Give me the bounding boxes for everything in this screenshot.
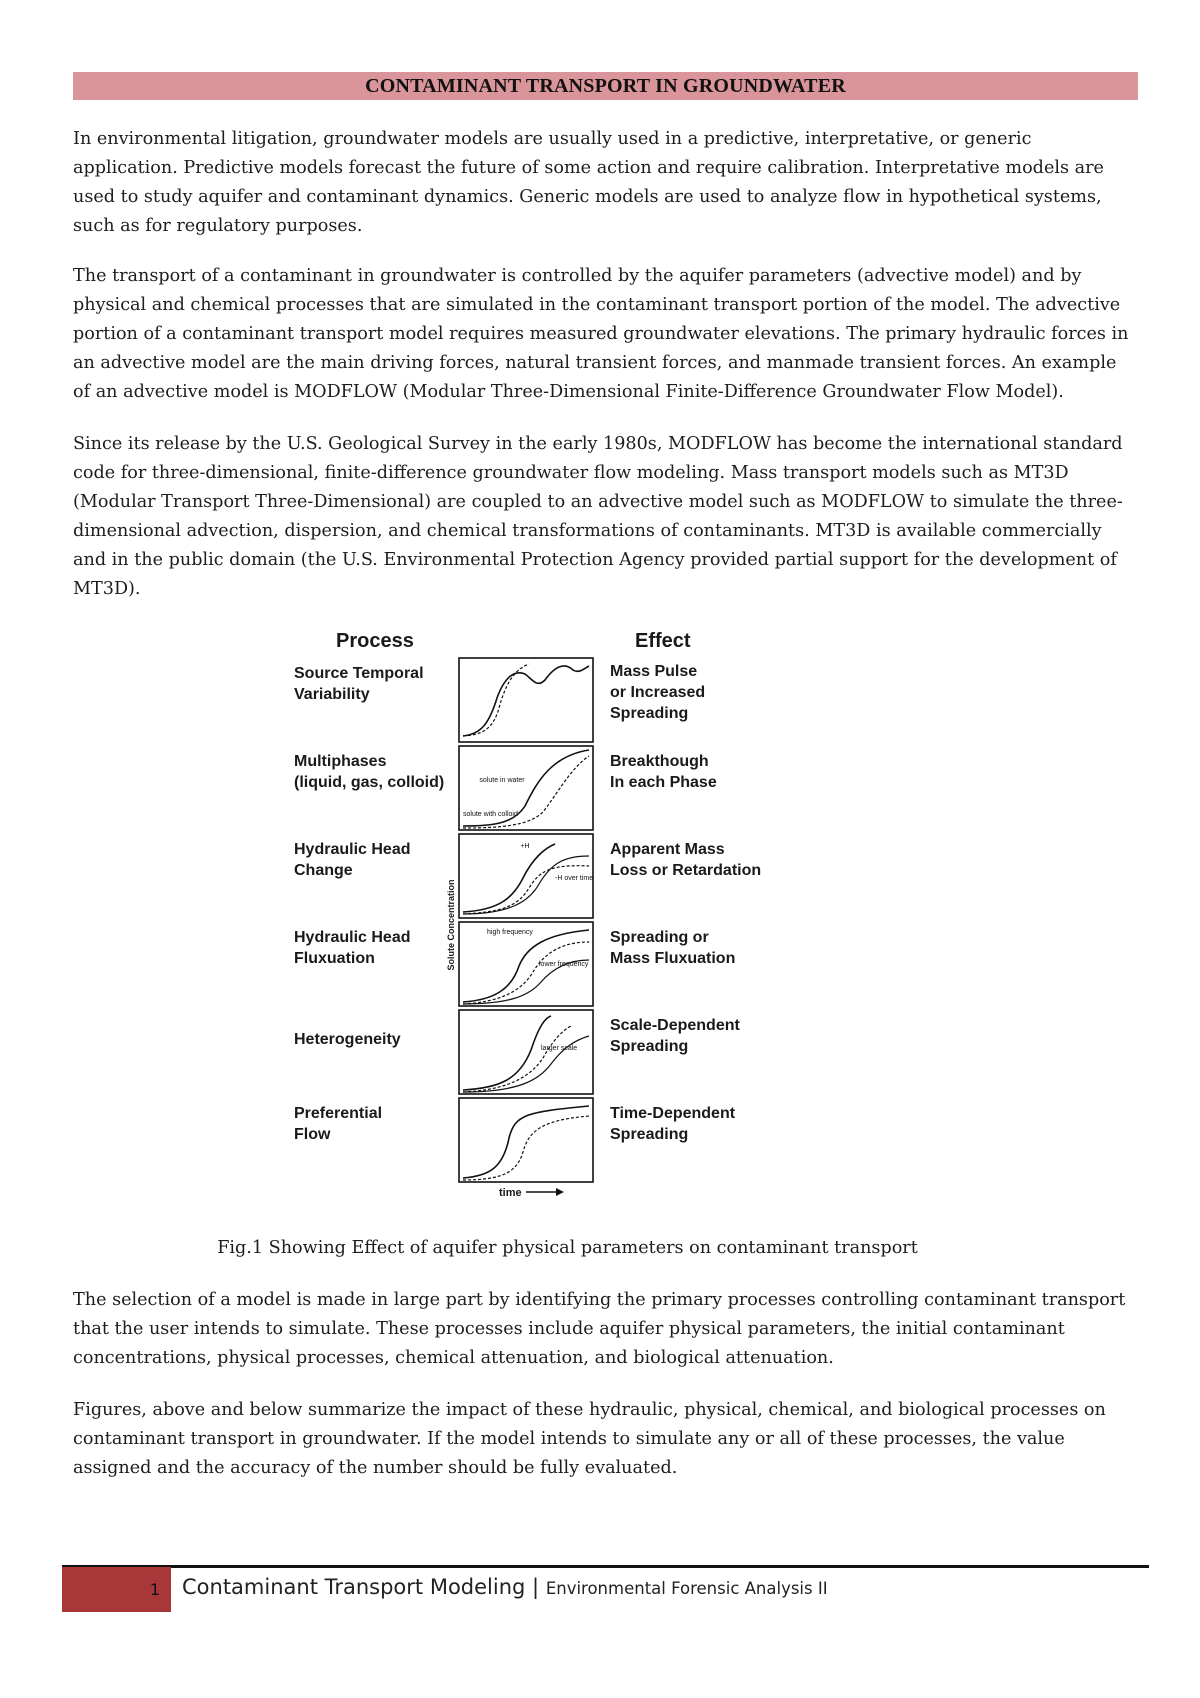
curve-annotation: solute in water (479, 777, 525, 784)
process-label: Preferential (294, 1105, 383, 1122)
footer-text (182, 1575, 828, 1599)
effect-label: Loss or Retardation (610, 862, 762, 879)
page-number: 1 (149, 1580, 160, 1599)
figure-caption: Fig.1 Showing Effect of aquifer physical parameters on contaminant transport (217, 1238, 918, 1258)
effect-label: Time-Dependent (610, 1105, 736, 1122)
process-label: Heterogeneity (294, 1031, 401, 1048)
page-title: CONTAMINANT TRANSPORT IN GROUNDWATER (365, 75, 846, 97)
panel-group (294, 658, 761, 1182)
effect-label: Spreading or (610, 929, 709, 946)
effect-label: Scale-Dependent (610, 1017, 740, 1034)
effect-label: Breakthough (610, 753, 709, 770)
panel-frame (459, 1010, 593, 1094)
paragraph-5: Figures, above and below summarize the impact of these hydraulic, physical, chemical, and biological processes on contaminant transport in groundwater. If the model intends to simulate any or all of these processes, the value assigned and the accuracy of the number should be fully evaluated. (73, 1400, 1106, 1478)
footer-rule (62, 1565, 1149, 1568)
process-label: (liquid, gas, colloid) (294, 774, 445, 791)
process-label: Source Temporal (294, 665, 424, 682)
process-effect-figure (280, 625, 800, 1205)
panel-frame (459, 1098, 593, 1182)
effect-label: Mass Pulse (610, 663, 698, 680)
curve-annotation: larger scale (541, 1045, 578, 1052)
effect-label: Spreading (610, 1038, 689, 1055)
effect-label: In each Phase (610, 774, 717, 791)
effect-label: or Increased (610, 684, 706, 701)
curve-annotation: +H (520, 843, 530, 850)
x-axis-label: time (499, 1187, 522, 1199)
effect-label: Apparent Mass (610, 841, 725, 858)
y-axis-label: Solute Concentration (446, 879, 456, 971)
paragraph-3: Since its release by the U.S. Geological Survey in the early 1980s, MODFLOW has become the international standard code for three-dimensional, finite-difference groundwater flow modeling. Mass transport models such as MT3D (Modular Transport Three-Dimensional) are coupled to an advective model such as MODFLOW to simulate the three-dimensional advection, dispersion, and chemical transformations of contaminants. MT3D is available commercially and in the public domain (the U.S. Environmental Protection Agency provided partial support for the development of MT3D). (73, 434, 1123, 599)
process-label: Hydraulic Head (294, 929, 411, 946)
footer-separator: | (532, 1575, 540, 1599)
paragraph-2: The transport of a contaminant in groundwater is controlled by the aquifer parameters (advective model) and by physical and chemical processes that are simulated in the contaminant transport portion of the model. The advective portion of a contaminant transport model requires measured groundwater elevations. The primary hydraulic forces in an advective model are the main driving forces, natural transient forces, and manmade transient forces. An example of an advective model is MODFLOW (Modular Three-Dimensional Finite-Difference Groundwater Flow Model). (73, 266, 1129, 402)
footer-subtitle: Environmental Forensic Analysis II (545, 1579, 828, 1598)
section-title-bar (73, 72, 1138, 100)
effect-header: Effect (635, 630, 691, 652)
curve-annotation: -H over time (555, 875, 594, 882)
process-label: Hydraulic Head (294, 841, 411, 858)
curve-annotation: solute with colloid (463, 811, 518, 818)
time-arrow-head (556, 1188, 564, 1196)
process-label: Variability (294, 686, 370, 703)
process-header: Process (336, 630, 414, 652)
process-label: Flow (294, 1126, 331, 1143)
paragraph-1: In environmental litigation, groundwater models are usually used in a predictive, interpretative, or generic application. Predictive models forecast the future of some action and require calibration. Interpretative models are used to study aquifer and contaminant dynamics. Generic models are used to analyze flow in hypothetical systems, such as for regulatory purposes. (73, 129, 1104, 236)
effect-label: Mass Fluxuation (610, 950, 736, 967)
process-label: Multiphases (294, 753, 387, 770)
effect-label: Spreading (610, 705, 689, 722)
paragraph-4: The selection of a model is made in large part by identifying the primary processes controlling contaminant transport that the user intends to simulate. These processes include aquifer physical parameters, the initial contaminant concentrations, physical processes, chemical attenuation, and biological attenuation. (73, 1290, 1126, 1368)
process-label: Fluxuation (294, 950, 375, 967)
curve-annotation: high frequency (487, 929, 533, 936)
curve-annotation: lower frequency (539, 961, 589, 968)
effect-label: Spreading (610, 1126, 689, 1143)
process-label: Change (294, 862, 353, 879)
footer-title: Contaminant Transport Modeling (182, 1575, 526, 1599)
